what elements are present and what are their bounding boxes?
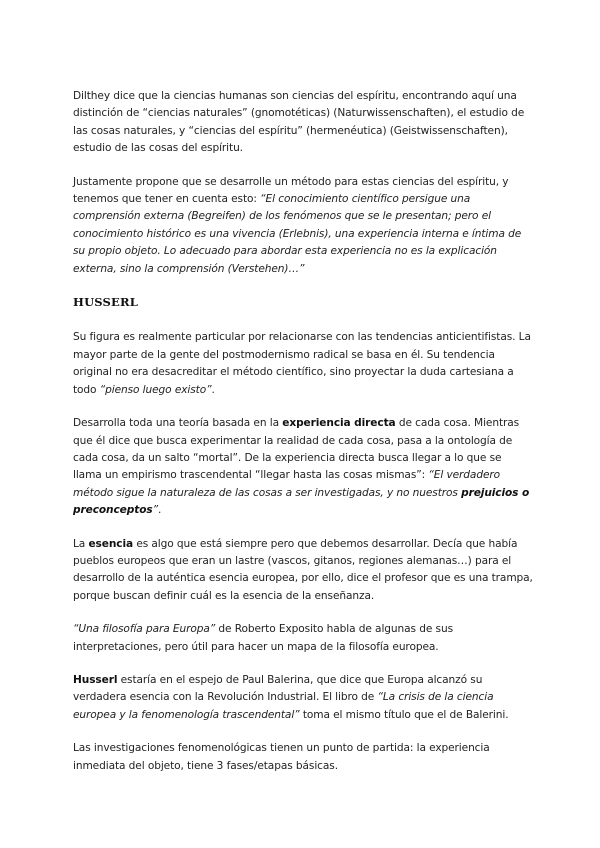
paragraph-text: Las investigaciones fenomenológicas tienen un punto de partida: la experiencia inmediata del objeto, tiene 3 fases/etapas básicas.: [73, 742, 490, 772]
bold-term: experiencia directa: [282, 417, 396, 430]
paragraph-text: es algo que está siempre pero que debemos desarrollar. Decía que había pueblos europeos que eran un lastre (vascos, gitanos, regiones alemanas…) para el desarrollo de la auténtica esencia europea, por ello, dice el profesor que es una trampa, porque buscan definir cuál es la esencia de la enseñanza.: [73, 537, 533, 602]
paragraph-text: .: [157, 504, 162, 517]
quote-part: ”: [152, 504, 158, 517]
bold-term: prejuicios o preconceptos: [73, 486, 530, 517]
paragraph-text: toma el mismo título que el de Balerini.: [299, 708, 509, 721]
paragraph-essence: [73, 536, 533, 606]
paragraph-text: .: [211, 383, 215, 396]
quote-text: “La crisis de la ciencia europea y la fenomenología trascendental”: [73, 691, 494, 721]
paragraph-phenomenology: [73, 740, 533, 775]
paragraph-text: Desarrolla toda una teoría basada en la: [73, 417, 283, 430]
quote-text: “Una filosofía para Europa”: [73, 623, 216, 636]
paragraph-experience: [73, 415, 533, 519]
paragraph-text: de cada cosa. Mientras que él dice que busca experimentar la realidad de cada cosa, pasa a la ontología de cada cosa, da un salto “mortal”. De la experiencia directa busca llegar a lo que se llama un empirismo trascendental “llegar hasta las cosas mismas”:: [73, 417, 520, 482]
bold-term: esencia: [88, 537, 134, 550]
paragraph-dilthey: [73, 88, 533, 158]
quote-part: “El verdadero método sigue la naturaleza de las cosas a ser investigadas, y no nuestros: [73, 469, 501, 499]
paragraph-text: estaría en el espejo de Paul Balerina, que dice que Europa alcanzó su verdadera esencia con la Revolución Industrial. El libro de: [73, 673, 483, 704]
paragraph-text: Dilthey dice que la ciencias humanas son ciencias del espíritu, encontrando aquí una distinción de “ciencias naturales” (gnomotéticas) (Naturwissenschaften), el estudio de las cosas naturales, y “ciencias del espíritu” (hermenéutica) (Geistwissenschaften), estudio de las cosas del espíritu.: [73, 90, 525, 155]
document-body: [73, 88, 533, 791]
paragraph-figure: [73, 329, 533, 399]
bold-term: Husserl: [73, 673, 118, 686]
paragraph-balerina: [73, 672, 533, 724]
quote-text: “El conocimiento científico persigue una comprensión externa (Begreifen) de los fenómenos que se le presentan; pero el conocimiento histórico es una vivencia (Erlebnis), una experiencia interna e íntima de su propio objeto. Lo adecuado para abordar esta experiencia no es la explicación externa, sino la comprensión (Verstehen)…”: [73, 193, 522, 275]
paragraph-method: [73, 174, 533, 278]
paragraph-text: de Roberto Exposito habla de algunas de sus interpretaciones, pero útil para hacer un mapa de la filosofía europea.: [73, 623, 453, 653]
paragraph-europe: [73, 621, 533, 656]
paragraph-text: Justamente propone que se desarrolle un método para estas ciencias del espíritu, y tenemos que tener en cuenta esto:: [73, 175, 509, 206]
paragraph-text: La: [73, 537, 89, 550]
quote-text: “pienso luego existo”: [99, 383, 212, 396]
section-heading-husserl: HUSSERL: [73, 295, 139, 310]
paragraph-text: Su figura es realmente particular por relacionarse con las tendencias anticientifistas. La mayor parte de la gente del postmodernismo radical se basa en él. Su tendencia original no era desacreditar el método científico, sino proyectar la duda cartesiana a todo: [73, 331, 531, 396]
